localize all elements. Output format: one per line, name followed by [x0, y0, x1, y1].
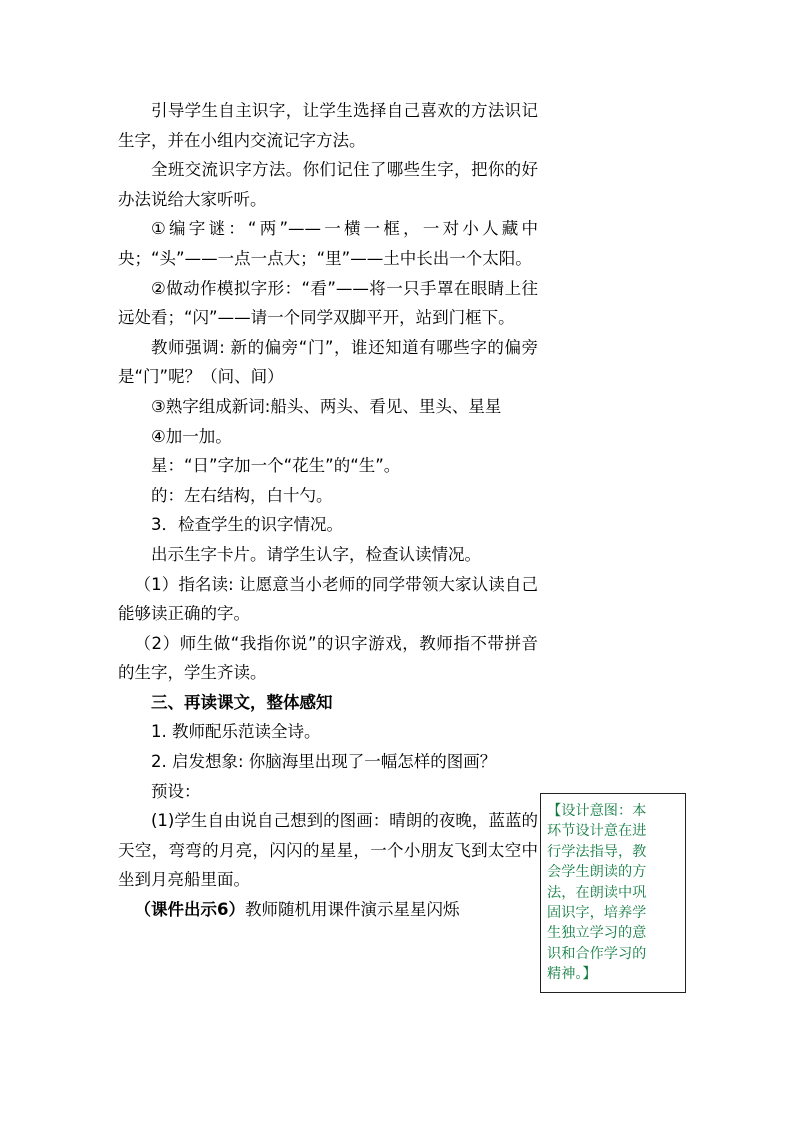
- paragraph-add: ④加一加。: [151, 426, 232, 446]
- paragraph-game: （2）师生做“我指你说”的识字游戏，教师指不带拼音的生字，学生齐读。: [118, 633, 538, 683]
- note-line: 环节设计意在进: [547, 823, 647, 840]
- paragraph-riddle: ①编字谜：“两”——一横一框，一对小人藏中央；“头”——一点一点大；“里”——土中长出一个太阳。: [118, 219, 538, 268]
- paragraph-preset-label: 预设：: [151, 781, 201, 801]
- courseware-label: （课件出示6）: [134, 900, 245, 920]
- paragraph-check-heading: 3．检查学生的识字情况。: [151, 515, 343, 535]
- paragraph-teacher-emphasis: 教师强调: 新的偏旁“门”，谁还知道有哪些字的偏旁是“门”呢？（问、间）: [118, 337, 538, 387]
- paragraph-model-reading: 1. 教师配乐范读全诗。: [151, 722, 321, 742]
- paragraph-preset-answer: (1)学生自由说自己想到的图画：晴朗的夜晚，蓝蓝的天空，弯弯的月亮，闪闪的星星，一个小朋友飞到太空中坐到月亮船里面。: [118, 811, 538, 890]
- note-line: 行学法指导，教: [547, 843, 647, 860]
- paragraph-imagine: 2. 启发想象: 你脑海里出现了一幅怎样的图画？: [151, 752, 497, 772]
- lesson-body: [118, 96, 538, 925]
- paragraph-new-words: ③熟字组成新词:船头、两头、看见、里头、星星: [151, 396, 502, 416]
- note-line: 生独立学习的意: [547, 925, 647, 942]
- note-line: 固识字，培养学: [547, 905, 647, 922]
- paragraph-de: 的：左右结构，白十勺。: [151, 485, 333, 505]
- courseware-text: 教师随机用课件演示星星闪烁: [244, 900, 460, 920]
- paragraph-named-reading: （1）指名读: 让愿意当小老师的同学带领大家认读自己能够读正确的字。: [118, 574, 538, 624]
- paragraph-class-exchange: 全班交流识字方法。你们记住了哪些生字，把你的好办法说给大家听听。: [118, 160, 538, 209]
- note-line: 法，在朗读中巩: [547, 884, 647, 901]
- paragraph-courseware: [118, 895, 538, 925]
- note-line: 精神。】: [547, 966, 597, 983]
- paragraph-cards: 出示生字卡片。请学生认字，检查认读情况。: [151, 544, 481, 564]
- note-line: 【设计意图：本: [547, 803, 647, 819]
- note-line: 会学生朗读的方: [547, 864, 647, 881]
- note-line: 识和合作学习的: [547, 945, 647, 962]
- paragraph-xing: 星：“日”字加一个“花生”的“生”。: [151, 456, 401, 476]
- paragraph-action: ②做动作模拟字形：“看”——将一只手罩在眼睛上往远处看；“闪”——请一个同学双脚平开，站到门框下。: [118, 278, 538, 328]
- design-intent-box: [540, 793, 686, 993]
- paragraph-self-study: 引导学生自主识字，让学生选择自己喜欢的方法识记生字，并在小组内交流记字方法。: [118, 101, 538, 150]
- section-heading: 三、再读课文，整体感知: [151, 692, 333, 712]
